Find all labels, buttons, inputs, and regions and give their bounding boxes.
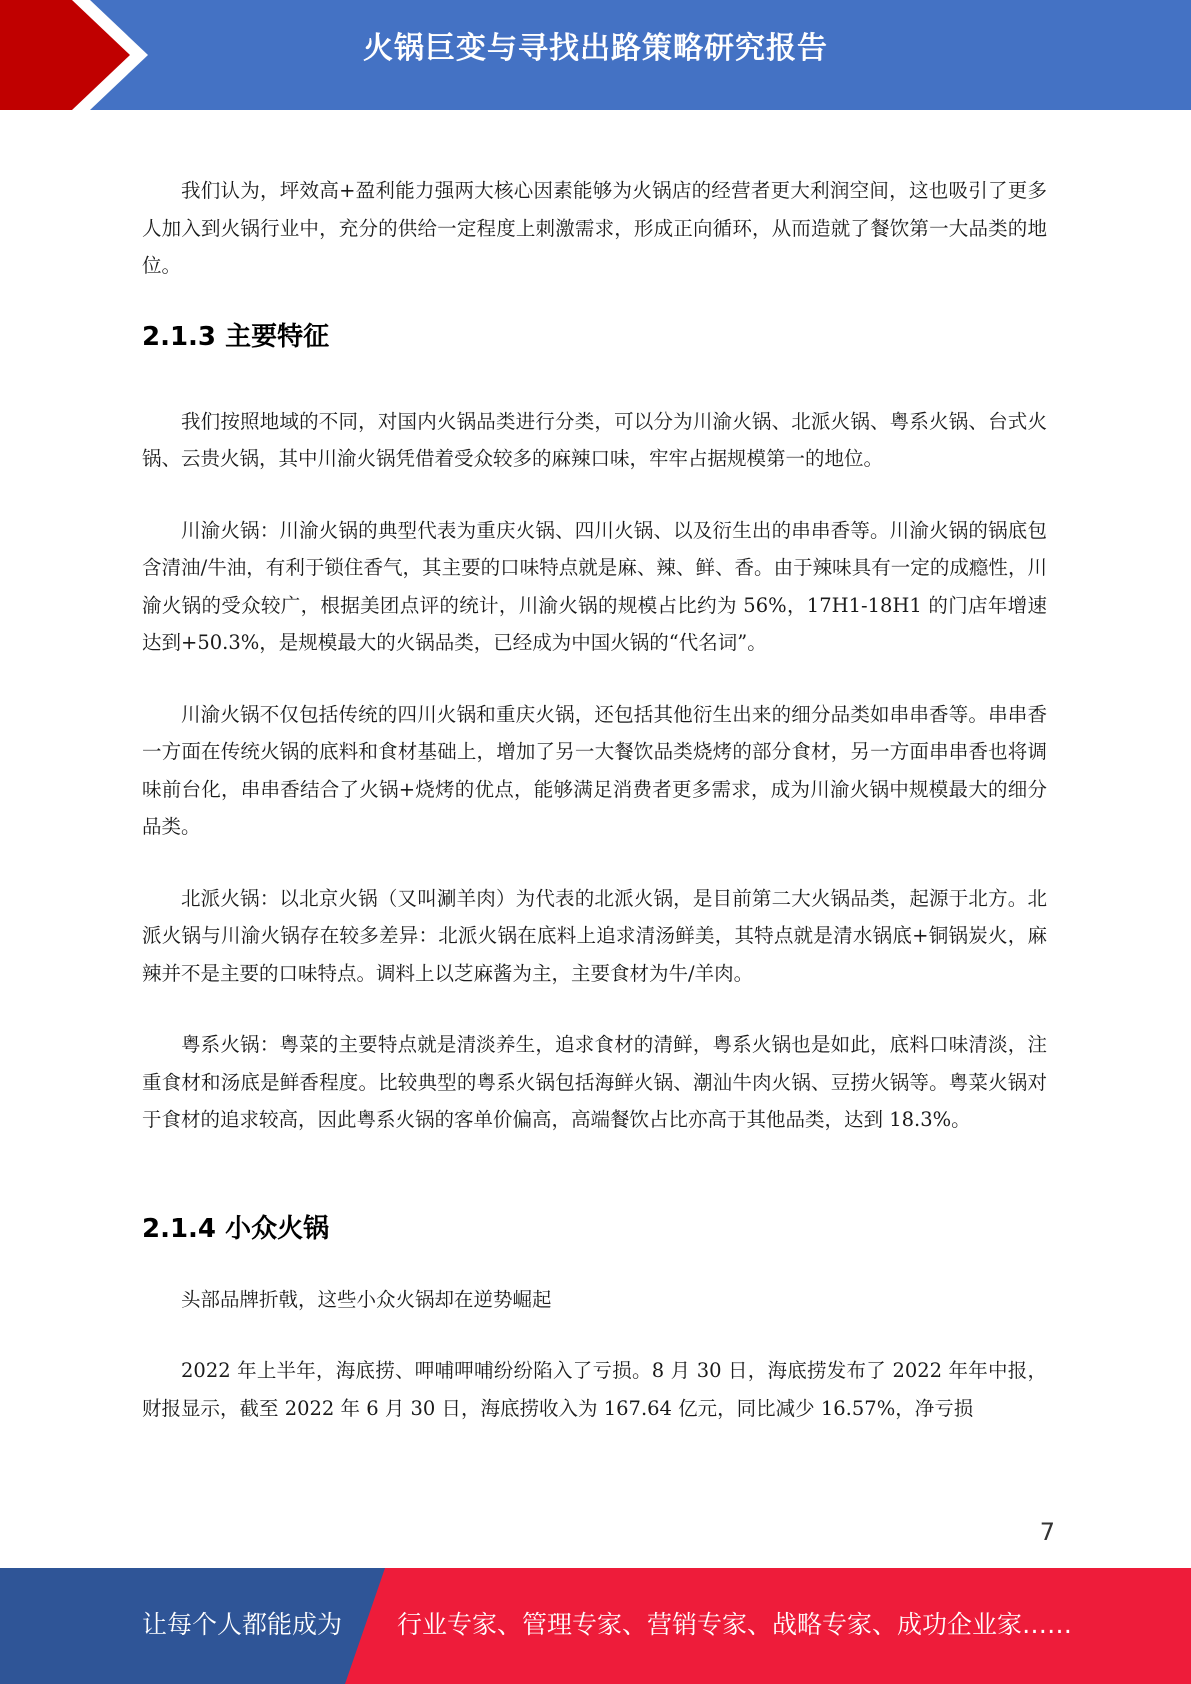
paragraph-chuanyu: 川渝火锅：川渝火锅的典型代表为重庆火锅、四川火锅、以及衍生出的串串香等。川渝火锅的锅底包含清油/牛油，有利于锁住香气，其主要的口味特点就是麻、辣、鲜、香。由于辣味具有一定的成瘾性，川渝火锅的受众较广，根据美团点评的统计，川渝火锅的规模占比约为 56%，17H1-18H1 的门店年增速达到+50.3%，是规模最大的火锅品类，已经成为中国火锅的“代名词”。 — [142, 518, 1047, 654]
page-number: 7 — [1039, 1518, 1055, 1546]
report-title: 火锅巨变与寻找出路策略研究报告 — [363, 31, 828, 66]
page-footer — [0, 1568, 1191, 1684]
paragraph-chuanchuan: 川渝火锅不仅包括传统的四川火锅和重庆火锅，还包括其他衍生出来的细分品类如串串香等。串串香一方面在传统火锅的底料和食材基础上，增加了另一大餐饮品类烧烤的部分食材，另一方面串串香也将调味前台化，串串香结合了火锅+烧烤的优点，能够满足消费者更多需求，成为川渝火锅中规模最大的细分品类。 — [142, 702, 1047, 838]
section-heading-2-1-4: 2.1.4 小众火锅 — [142, 1213, 330, 1244]
paragraph-classification: 我们按照地域的不同，对国内火锅品类进行分类，可以分为川渝火锅、北派火锅、粤系火锅、台式火锅、云贵火锅，其中川渝火锅凭借着受众较多的麻辣口味，牢牢占据规模第一的地位。 — [142, 409, 1047, 470]
paragraph-intro: 我们认为，坪效高+盈利能力强两大核心因素能够为火锅店的经营者更大利润空间，这也吸引了更多人加入到火锅行业中，充分的供给一定程度上刺激需求，形成正向循环，从而造就了餐饮第一大品类的地位。 — [142, 179, 1047, 277]
document-body — [142, 172, 1047, 1461]
paragraph-haidilao: 2022 年上半年，海底捞、呷哺呷哺纷纷陷入了亏损。8 月 30 日，海底捞发布了 2022 年年中报，财报显示，截至 2022 年 6 月 30 日，海底捞收入为 167.64 亿元，同比减少 16.57%，净亏损 — [142, 1359, 1047, 1420]
paragraph-subtitle: 头部品牌折戟，这些小众火锅却在逆势崛起 — [181, 1287, 552, 1311]
paragraph-yuexi: 粤系火锅：粤菜的主要特点就是清淡养生，追求食材的清鲜，粤系火锅也是如此，底料口味清淡，注重食材和汤底是鲜香程度。比较典型的粤系火锅包括海鲜火锅、潮汕牛肉火锅、豆捞火锅等。粤菜火锅对于食材的追求较高，因此粤系火锅的客单价偏高，高端餐饮占比亦高于其他品类，达到 18.3%。 — [142, 1033, 1047, 1131]
page-header — [0, 0, 1191, 110]
section-heading-2-1-3: 2.1.3 主要特征 — [142, 321, 330, 352]
footer-slogan-right: 行业专家、管理专家、营销专家、战略专家、成功企业家…… — [397, 1610, 1073, 1639]
footer-slogan-left: 让每个人都能成为 — [142, 1610, 343, 1639]
paragraph-beipai: 北派火锅：以北京火锅（又叫涮羊肉）为代表的北派火锅，是目前第二大火锅品类，起源于北方。北派火锅与川渝火锅存在较多差异：北派火锅在底料上追求清汤鲜美，其特点就是清水锅底+铜锅炭火，麻辣并不是主要的口味特点。调料上以芝麻酱为主，主要食材为牛/羊肉。 — [142, 886, 1047, 985]
